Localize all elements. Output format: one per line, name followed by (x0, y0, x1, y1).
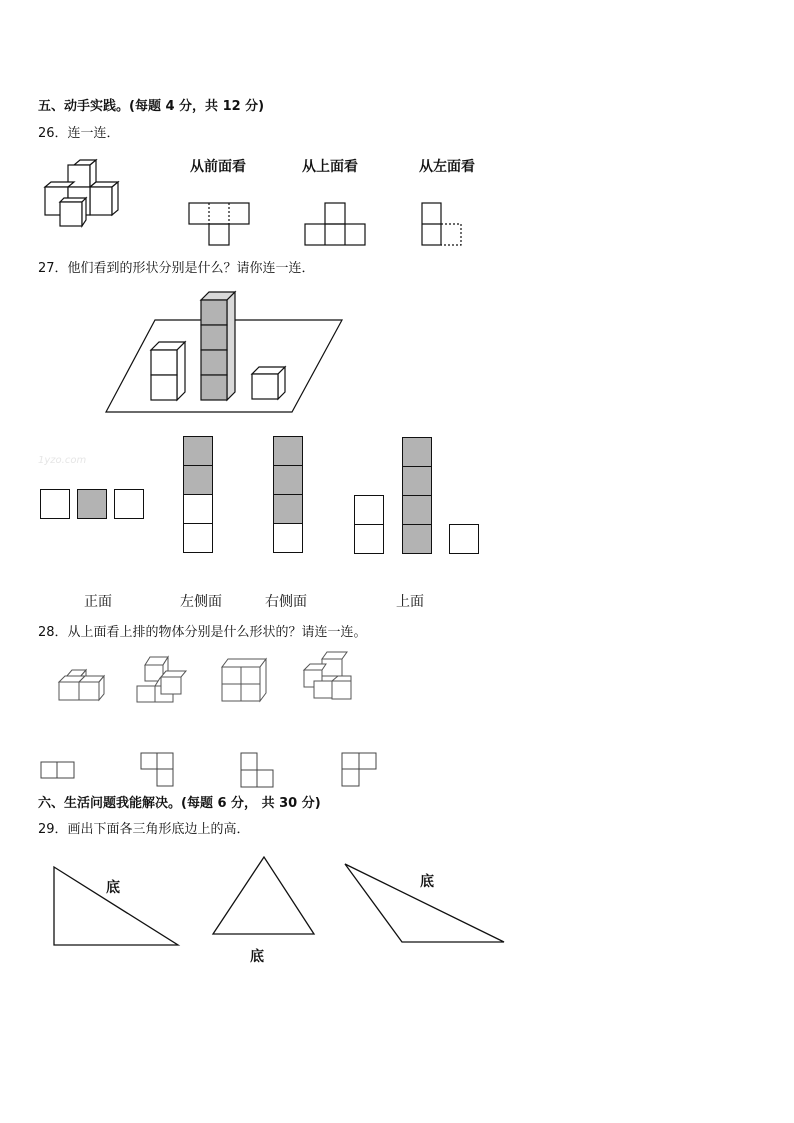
view-label-top: 从上面看 (302, 159, 358, 175)
view-option-square (183, 523, 213, 553)
view-option-square (354, 524, 384, 554)
section5-heading: 五、动手实践。(每题 4 分，共 12 分) (38, 99, 265, 114)
view-option-square (183, 494, 213, 524)
base-label-triangle-3: 底 (420, 874, 434, 890)
view-option-square-gray (273, 465, 303, 495)
q27-prompt: 27．他们看到的形状分别是什么？请你连一连． (38, 261, 315, 276)
view-option-square-gray (402, 437, 432, 467)
view-option-square (273, 523, 303, 553)
view-option-square-gray (77, 489, 107, 519)
view-label-left: 从左面看 (419, 159, 475, 175)
direction-label-right-side: 右侧面 (265, 594, 307, 610)
direction-label-left-side: 左侧面 (180, 594, 222, 610)
view-option-square-gray (402, 466, 432, 496)
view-option-square-gray (402, 524, 432, 554)
q26-prompt: 26．连一连． (38, 126, 120, 141)
direction-label-top: 上面 (396, 594, 424, 610)
view-option-square (40, 489, 70, 519)
watermark: 1yzo.com (38, 455, 87, 466)
view-option-square (114, 489, 144, 519)
direction-label-front: 正面 (84, 594, 112, 610)
view-option-square-gray (273, 436, 303, 466)
base-label-triangle-1: 底 (106, 880, 120, 896)
view-option-square (354, 495, 384, 525)
q29-prompt: 29．画出下面各三角形底边上的高． (38, 822, 250, 837)
view-option-square-gray (402, 495, 432, 525)
base-label-triangle-2: 底 (250, 949, 264, 965)
view-option-square-gray (183, 436, 213, 466)
view-option-square-gray (183, 465, 213, 495)
q28-prompt: 28．从上面看上排的物体分别是什么形状的？请连一连。 (38, 625, 367, 640)
view-option-square-gray (273, 494, 303, 524)
view-label-front: 从前面看 (190, 159, 246, 175)
view-option-square (449, 524, 479, 554)
section6-heading: 六、生活问题我能解决。(每题 6 分， 共 30 分) (38, 796, 321, 811)
